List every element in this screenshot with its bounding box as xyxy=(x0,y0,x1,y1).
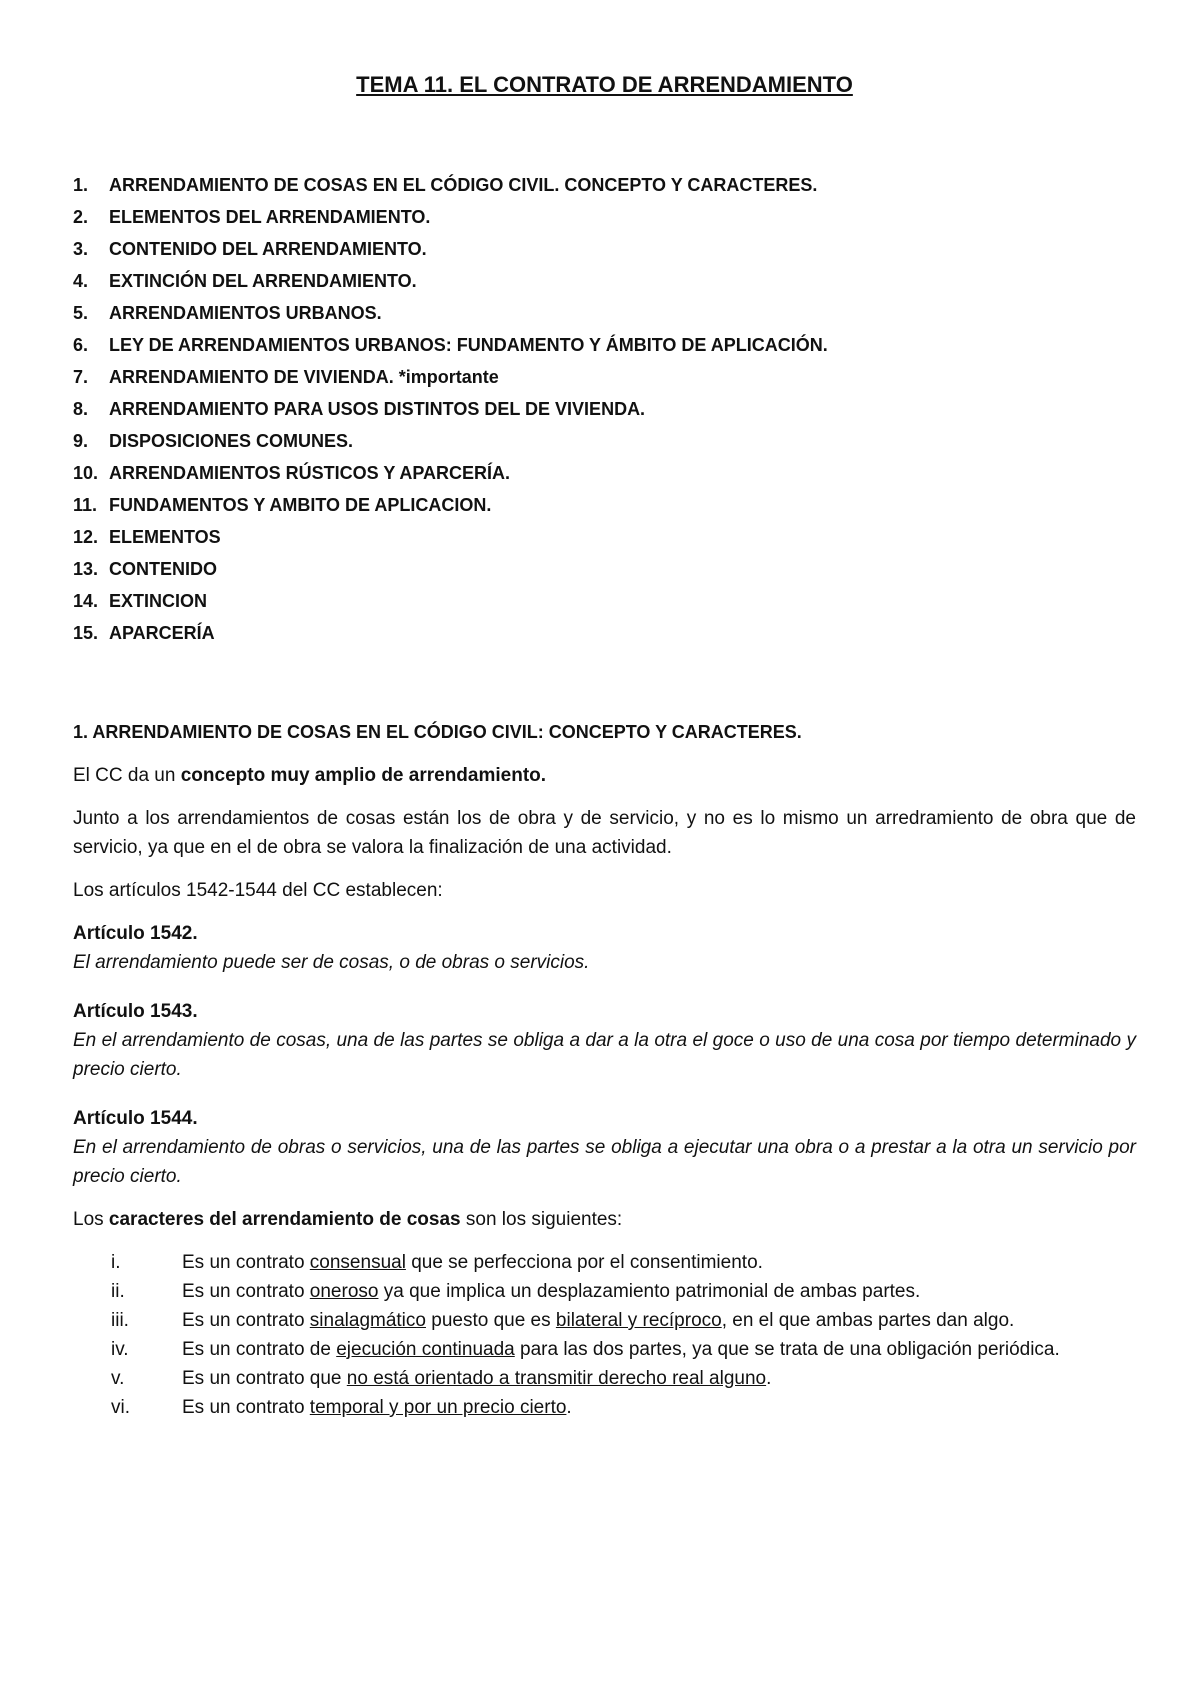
article-title: Artículo 1543. xyxy=(73,1001,198,1022)
table-of-contents xyxy=(73,169,1136,649)
toc-item xyxy=(73,169,1136,201)
toc-number: 5. xyxy=(73,303,89,323)
paragraph-articles-intro: Los artículos 1542-1544 del CC establecen: xyxy=(73,880,443,901)
toc-text: ARRENDAMIENTO PARA USOS DISTINTOS DEL DE VIVIENDA. xyxy=(109,399,646,419)
paragraph-text: Los xyxy=(73,1209,109,1230)
toc-text: ELEMENTOS xyxy=(109,527,221,547)
underlined-text: no está orientado a transmitir derecho real alguno xyxy=(346,1368,767,1389)
section-heading: 1. ARRENDAMIENTO DE COSAS EN EL CÓDIGO CIVIL: CONCEPTO Y CARACTERES. xyxy=(73,722,802,742)
toc-number: 1. xyxy=(73,175,89,195)
underlined-text: ejecución continuada xyxy=(336,1339,515,1360)
toc-text: LEY DE ARRENDAMIENTOS URBANOS: FUNDAMENTO Y ÁMBITO DE APLICACIÓN. xyxy=(109,335,828,355)
list-item xyxy=(73,1335,1136,1364)
toc-text: FUNDAMENTOS Y AMBITO DE APLICACION. xyxy=(109,495,492,515)
toc-number: 2. xyxy=(73,207,89,227)
roman-numeral: v. xyxy=(111,1368,125,1389)
article-title: Artículo 1542. xyxy=(73,923,198,944)
underlined-text: temporal y por un precio cierto xyxy=(309,1397,567,1418)
text-span: Es un contrato xyxy=(182,1397,310,1418)
bold-text: concepto muy amplio de arrendamiento. xyxy=(180,765,547,786)
toc-item xyxy=(73,425,1136,457)
list-item-text xyxy=(182,1306,1136,1335)
toc-text: ARRENDAMIENTOS URBANOS. xyxy=(109,303,382,323)
toc-item xyxy=(73,265,1136,297)
toc-number: 6. xyxy=(73,335,89,355)
toc-text: EXTINCIÓN DEL ARRENDAMIENTO. xyxy=(109,271,417,291)
toc-item xyxy=(73,585,1136,617)
toc-text: ARRENDAMIENTO DE VIVIENDA. *importante xyxy=(109,367,499,387)
text-span: Es un contrato de xyxy=(182,1339,337,1360)
list-item-text xyxy=(182,1335,1136,1364)
toc-text: APARCERÍA xyxy=(109,623,215,643)
toc-item xyxy=(73,361,1136,393)
bold-text: caracteres del arrendamiento de cosas xyxy=(108,1209,461,1230)
text-span: . xyxy=(766,1368,772,1389)
toc-item xyxy=(73,297,1136,329)
toc-item xyxy=(73,553,1136,585)
underlined-text: sinalagmático xyxy=(309,1310,426,1331)
article-block xyxy=(73,1104,1136,1191)
underlined-text: consensual xyxy=(309,1252,406,1273)
list-item-text xyxy=(182,1393,1136,1422)
text-span: Es un contrato xyxy=(182,1310,310,1331)
list-item xyxy=(73,1277,1136,1306)
roman-numeral: ii. xyxy=(111,1281,125,1302)
toc-item xyxy=(73,617,1136,649)
text-span: puesto que es xyxy=(425,1310,556,1331)
toc-number: 15. xyxy=(73,623,99,643)
toc-number: 7. xyxy=(73,367,89,387)
toc-number: 4. xyxy=(73,271,89,291)
paragraph-types: Junto a los arrendamientos de cosas están los de obra y de servicio, y no es lo mismo un arredramiento de obra que de servicio, ya que en el de obra se valora la finalización de una actividad. xyxy=(73,808,1136,858)
toc-text: ELEMENTOS DEL ARRENDAMIENTO. xyxy=(109,207,431,227)
text-span: ya que implica un desplazamiento patrimonial de ambas partes. xyxy=(378,1281,921,1302)
list-item-text xyxy=(182,1277,1136,1306)
article-text: En el arrendamiento de obras o servicios, una de las partes se obliga a ejecutar una obra o a prestar a la otra un servicio por precio cierto. xyxy=(73,1137,1136,1187)
characteristics-list xyxy=(73,1248,1136,1422)
underlined-text: oneroso xyxy=(309,1281,379,1302)
toc-item xyxy=(73,233,1136,265)
text-span: que se perfecciona por el consentimiento. xyxy=(405,1252,763,1273)
list-item-text xyxy=(182,1364,1136,1393)
paragraph-text: El CC da un xyxy=(73,765,181,786)
toc-number: 9. xyxy=(73,431,89,451)
list-item xyxy=(73,1393,1136,1422)
paragraph-concept xyxy=(73,761,1136,790)
toc-item xyxy=(73,489,1136,521)
toc-number: 14. xyxy=(73,591,99,611)
text-span: . xyxy=(566,1397,572,1418)
toc-item xyxy=(73,393,1136,425)
toc-text: DISPOSICIONES COMUNES. xyxy=(109,431,354,451)
text-span: Es un contrato xyxy=(182,1252,310,1273)
text-span: Es un contrato que xyxy=(182,1368,347,1389)
article-text: En el arrendamiento de cosas, una de las partes se obliga a dar a la otra el goce o uso de una cosa por tiempo determinado y precio cierto. xyxy=(73,1030,1136,1080)
text-span: , en el que ambas partes dan algo. xyxy=(721,1310,1015,1331)
toc-item xyxy=(73,329,1136,361)
list-item xyxy=(73,1306,1136,1335)
document-title: TEMA 11. EL CONTRATO DE ARRENDAMIENTO xyxy=(356,72,853,97)
toc-number: 11. xyxy=(73,495,98,515)
list-item xyxy=(73,1248,1136,1277)
text-span: Es un contrato xyxy=(182,1281,310,1302)
paragraph-chars-intro xyxy=(73,1205,1136,1234)
toc-item xyxy=(73,521,1136,553)
article-title: Artículo 1544. xyxy=(73,1108,198,1129)
roman-numeral: iv. xyxy=(111,1339,129,1360)
roman-numeral: vi. xyxy=(111,1397,130,1418)
roman-numeral: i. xyxy=(111,1252,121,1273)
toc-text: ARRENDAMIENTOS RÚSTICOS Y APARCERÍA. xyxy=(109,463,511,483)
toc-number: 13. xyxy=(73,559,99,579)
toc-text: CONTENIDO DEL ARRENDAMIENTO. xyxy=(109,239,427,259)
toc-number: 12. xyxy=(73,527,99,547)
toc-text: EXTINCION xyxy=(109,591,208,611)
text-span: para las dos partes, ya que se trata de una obligación periódica. xyxy=(514,1339,1060,1360)
article-block xyxy=(73,997,1136,1084)
toc-item xyxy=(73,457,1136,489)
toc-text: CONTENIDO xyxy=(109,559,217,579)
article-text: El arrendamiento puede ser de cosas, o de obras o servicios. xyxy=(73,952,590,973)
underlined-text: bilateral y recíproco xyxy=(555,1310,722,1331)
toc-item xyxy=(73,201,1136,233)
paragraph-text: son los siguientes: xyxy=(460,1209,623,1230)
toc-number: 8. xyxy=(73,399,89,419)
list-item-text xyxy=(182,1248,1136,1277)
list-item xyxy=(73,1364,1136,1393)
toc-number: 3. xyxy=(73,239,89,259)
toc-text: ARRENDAMIENTO DE COSAS EN EL CÓDIGO CIVIL. CONCEPTO Y CARACTERES. xyxy=(109,175,818,195)
toc-number: 10. xyxy=(73,463,99,483)
roman-numeral: iii. xyxy=(111,1310,129,1331)
article-block xyxy=(73,919,1136,977)
